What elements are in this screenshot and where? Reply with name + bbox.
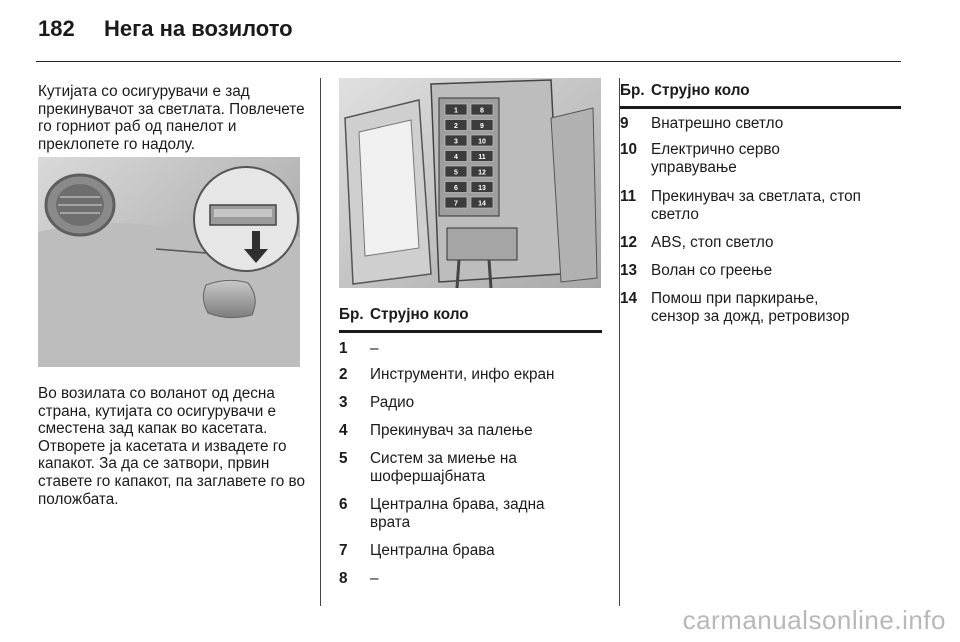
fuse-number: 11 <box>620 188 637 205</box>
fuse-number: 8 <box>339 570 348 587</box>
fuse-number: 4 <box>339 422 348 439</box>
circuit-name: – <box>370 340 379 357</box>
fuse-slot-label: 6 <box>454 185 458 192</box>
fuse-slot-label: 7 <box>454 200 458 208</box>
rhd-paragraph: Во возилата со воланот од десна страна, кутијата со осигурувачи е сместена зад капак во касетата. Отворете ја касетата и извадете го капакот. За да се затвори, првин ставете го капакот, па заглавете го во положбата. <box>38 385 305 508</box>
fuse-number: 5 <box>339 450 348 467</box>
fuse-slot-label: 13 <box>478 185 486 192</box>
table-header <box>339 306 602 328</box>
fuse-slot-label: 10 <box>478 138 486 146</box>
fuse-slot-label: 3 <box>454 138 458 146</box>
fuse-slot-label: 1 <box>454 107 458 115</box>
fuse-slot-label: 5 <box>454 169 458 177</box>
fuse-number: 13 <box>620 262 638 279</box>
circuit-name: Централна брава <box>370 542 495 559</box>
fuse-number: 3 <box>339 394 348 411</box>
fuse-slot-label: 14 <box>478 200 486 208</box>
fuse-slot-label: 8 <box>480 107 484 115</box>
column-divider <box>320 78 321 606</box>
site-watermark: carmanualsonline.info <box>682 605 946 635</box>
fuse-slot-label: 2 <box>454 123 458 130</box>
fuse-number: 12 <box>620 234 638 251</box>
fuse-table-2 <box>620 82 901 325</box>
column-header-circuit: Струјно коло <box>651 82 750 99</box>
header-divider <box>36 61 901 62</box>
fuse-table-1 <box>339 306 602 587</box>
fuse-number: 14 <box>620 290 638 307</box>
fuse-number: 6 <box>339 496 348 513</box>
column-header-number: Бр. <box>620 82 645 99</box>
column-header-number: Бр. <box>339 306 364 323</box>
table-header-rule <box>620 106 901 109</box>
circuit-name: Прекинувач за палење <box>370 422 533 439</box>
fuse-slot-label: 9 <box>480 123 484 130</box>
circuit-name: Помош при паркирање, сензор за дожд, ретровизор <box>651 290 850 325</box>
circuit-name: Волан со греење <box>651 262 773 279</box>
fuse-slot-label: 12 <box>478 169 486 177</box>
circuit-name: Внатрешно светло <box>651 115 784 132</box>
fuse-number: 7 <box>339 542 348 559</box>
table-header-rule <box>339 330 602 333</box>
page-title: Нега на возилото <box>104 16 293 41</box>
fuse-box-illustration <box>339 78 601 288</box>
table-header <box>620 82 901 104</box>
circuit-name: Електрично серво управување <box>651 141 780 176</box>
fuse-number: 10 <box>620 141 638 158</box>
circuit-name: Радио <box>370 394 415 411</box>
circuit-name: – <box>370 570 379 587</box>
page-number: 182 <box>38 16 75 41</box>
dashboard-panel-illustration <box>38 157 300 367</box>
circuit-name: Инструменти, инфо екран <box>370 366 555 383</box>
fuse-slot-label: 4 <box>454 154 458 161</box>
circuit-name: Систем за миење на шофершајбната <box>370 450 517 485</box>
fuse-number: 2 <box>339 366 348 383</box>
fuse-number: 9 <box>620 115 629 132</box>
fuse-number: 1 <box>339 340 348 357</box>
fuse-slot-label: 11 <box>478 154 486 161</box>
circuit-name: Прекинувач за светлата, стоп светло <box>651 188 861 223</box>
intro-paragraph: Кутијата со осигурувачи е зад прекинувачот за светлата. Повлечете го горниот раб од панелот и преклопете го надолу. <box>38 83 305 153</box>
circuit-name: ABS, стоп светло <box>651 234 774 251</box>
column-header-circuit: Струјно коло <box>370 306 469 323</box>
circuit-name: Централна брава, задна врата <box>370 496 545 531</box>
